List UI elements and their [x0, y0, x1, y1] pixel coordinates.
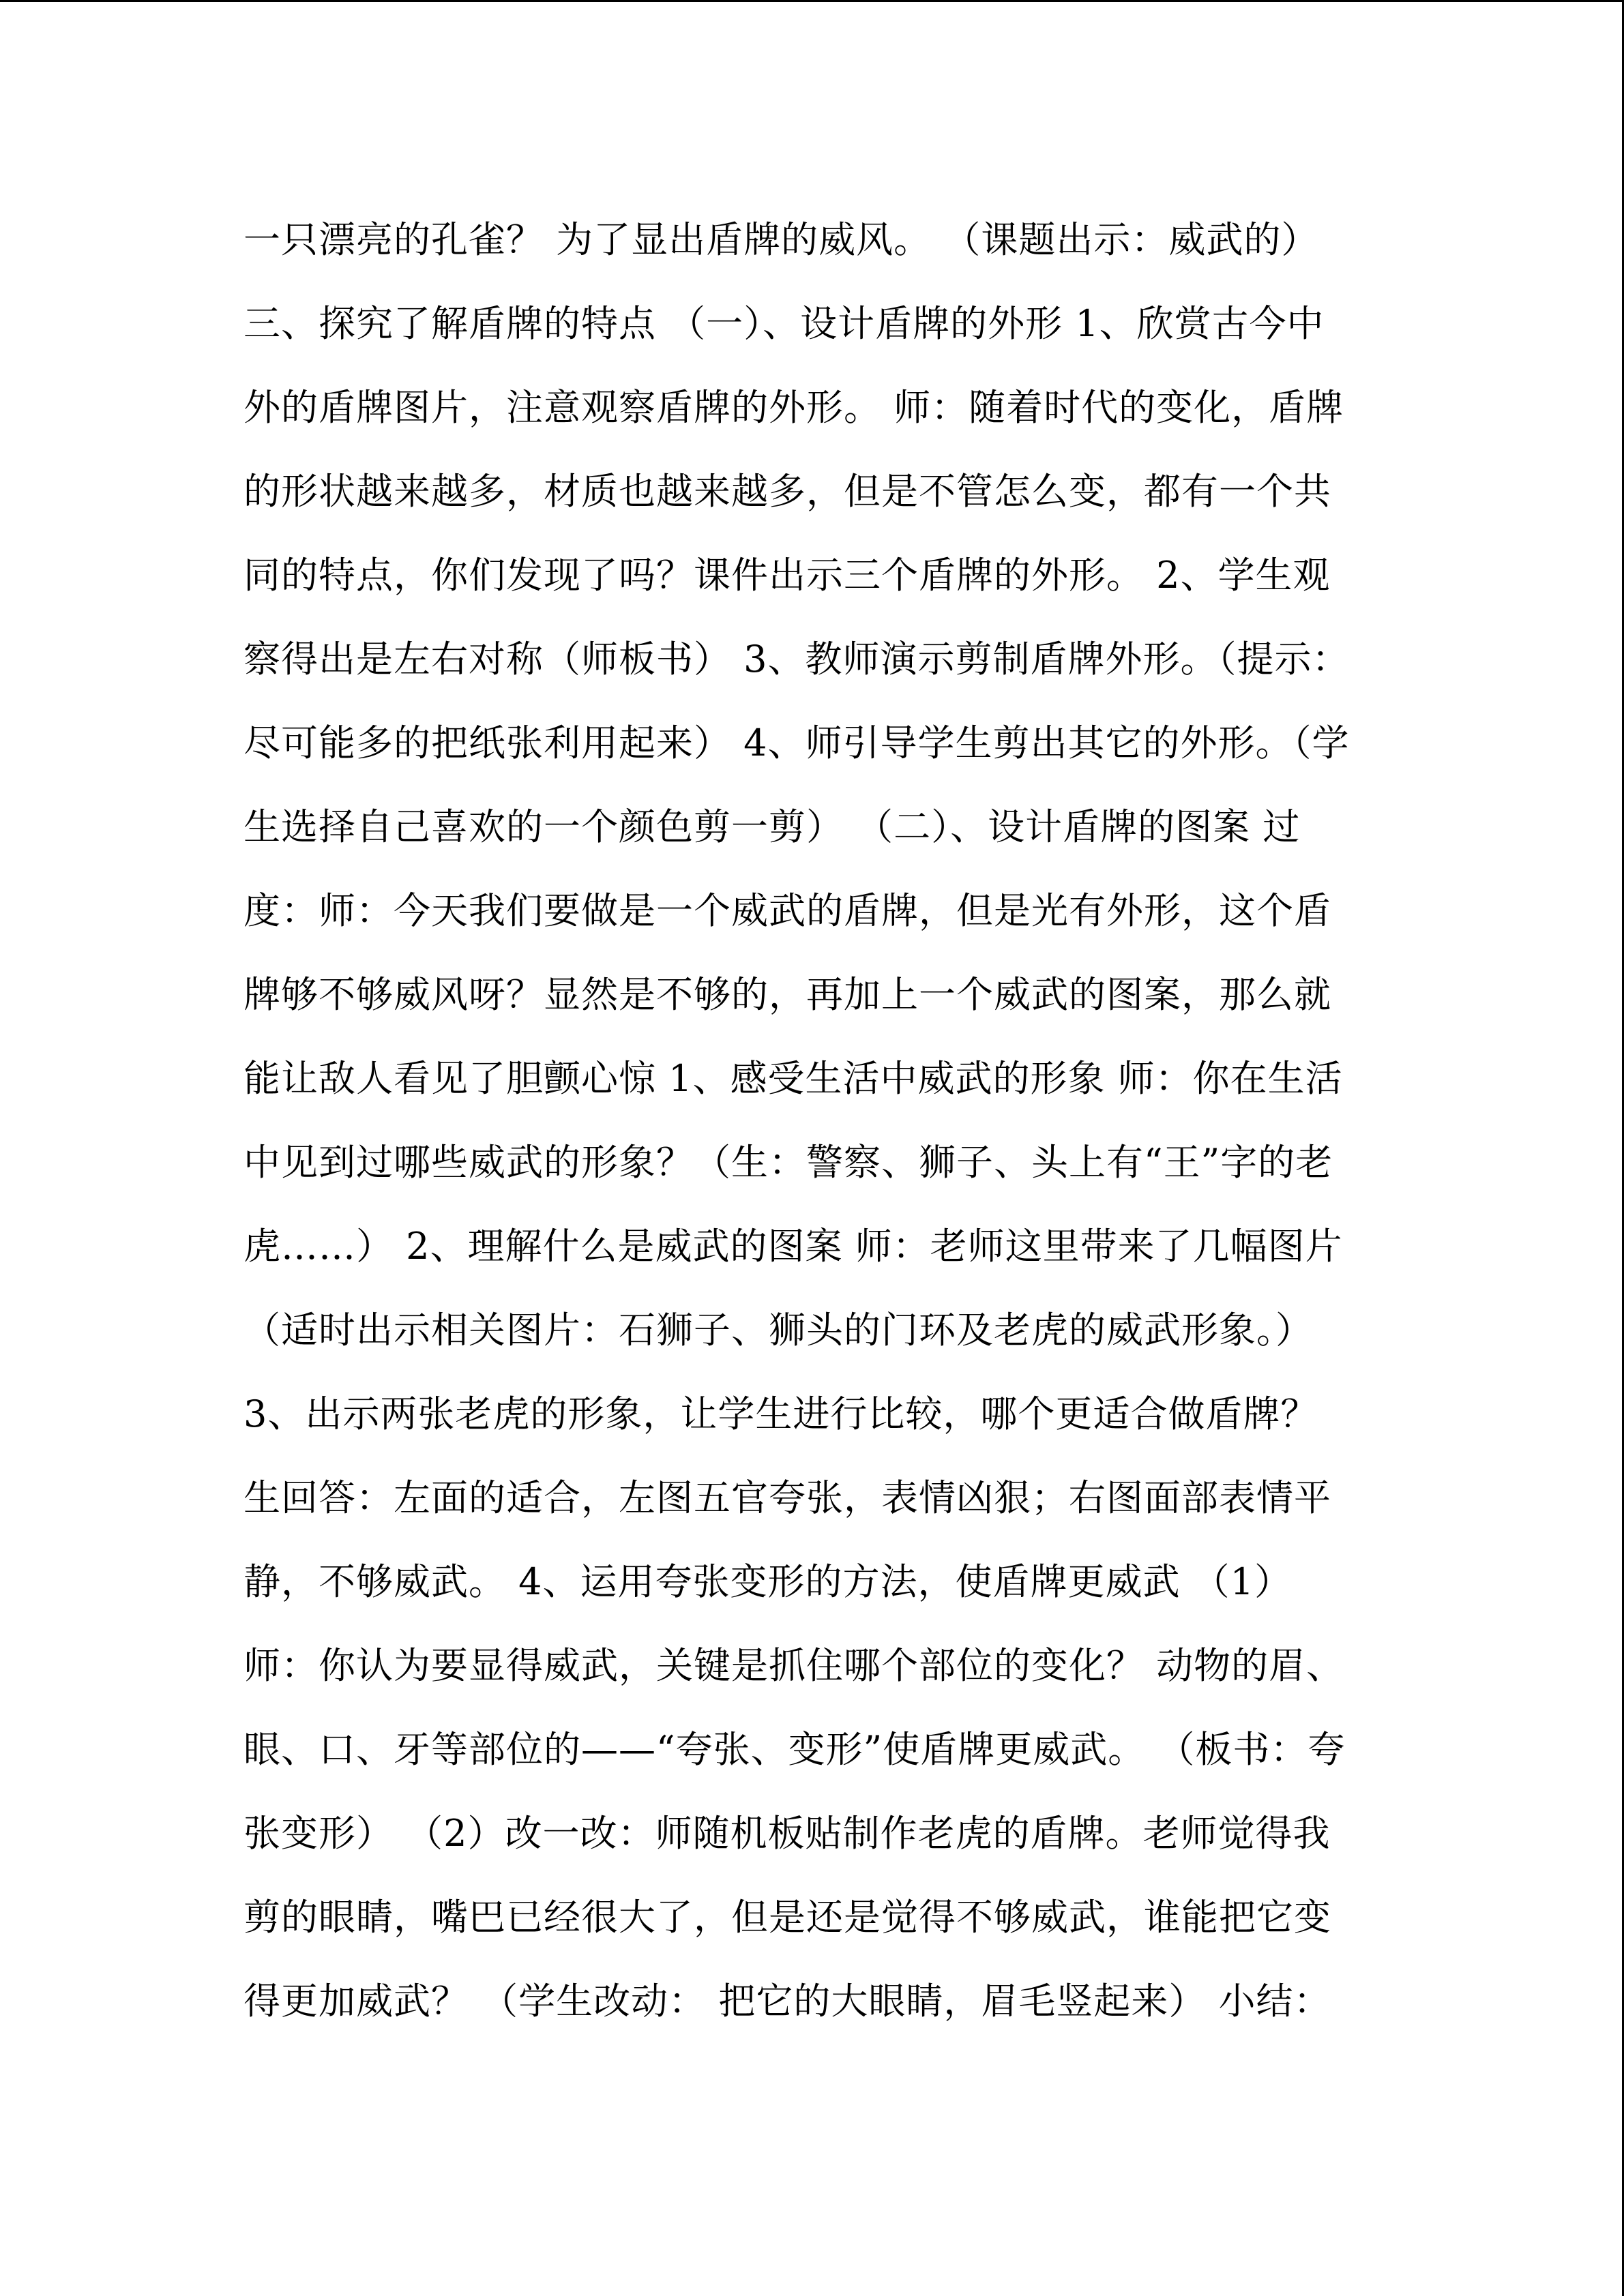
text-line: 3、出示两张老虎的形象，让学生进行比较，哪个更适合做盾牌？	[243, 1392, 1318, 1435]
text-line: 度：师：今天我们要做是一个威武的盾牌，但是光有外形，这个盾	[243, 889, 1331, 932]
text-line: 外的盾牌图片，注意观察盾牌的外形。 师：随着时代的变化，盾牌	[243, 386, 1344, 429]
text-line: 师：你认为要显得威武，关键是抓住哪个部位的变化？ 动物的眉、	[243, 1644, 1344, 1687]
text-line: 眼、口、牙等部位的——“夸张、变形”使盾牌更威武。 （板书：夸	[243, 1728, 1346, 1771]
text-line: 生选择自己喜欢的一个颜色剪一剪） （二）、设计盾牌的图案 过	[243, 805, 1301, 848]
text-line: 牌够不够威风呀？显然是不够的，再加上一个威武的图案，那么就	[243, 973, 1331, 1016]
text-line: 得更加威武？ （学生改动： 把它的大眼睛，眉毛竖起来） 小结：	[243, 1980, 1331, 2023]
text-line: 虎……） 2、理解什么是威武的图案 师：老师这里带来了几幅图片	[243, 1225, 1343, 1268]
text-line: 生回答：左面的适合，左图五官夸张，表情凶狠；右图面部表情平	[243, 1476, 1331, 1519]
text-line: 能让敌人看见了胆颤心惊 1、感受生活中威武的形象 师：你在生活	[243, 1057, 1343, 1100]
text-line: 尽可能多的把纸张利用起来） 4、师引导学生剪出其它的外形。（学	[243, 721, 1350, 764]
text-line: 一只漂亮的孔雀？ 为了显出盾牌的威风。 （课题出示：威武的）	[243, 218, 1319, 261]
text-line: 三、探究了解盾牌的特点 （一）、设计盾牌的外形 1、欣赏古今中	[243, 302, 1325, 345]
text-line: 同的特点，你们发现了吗？课件出示三个盾牌的外形。 2、学生观	[243, 554, 1331, 597]
text-line: 的形状越来越多，材质也越来越多，但是不管怎么变，都有一个共	[243, 470, 1331, 513]
text-line: 张变形） （2）改一改：师随机板贴制作老虎的盾牌。老师觉得我	[243, 1812, 1331, 1855]
text-line: 中见到过哪些威武的形象？（生：警察、狮子、头上有“王”字的老	[243, 1141, 1333, 1184]
text-line: （适时出示相关图片：石狮子、狮头的门环及老虎的威武形象。）	[243, 1309, 1313, 1352]
text-line: 察得出是左右对称（师板书） 3、教师演示剪制盾牌外形。（提示：	[243, 638, 1350, 681]
text-line: 剪的眼睛，嘴巴已经很大了，但是还是觉得不够威武，谁能把它变	[243, 1896, 1331, 1939]
text-line: 静，不够威武。 4、运用夸张变形的方法，使盾牌更威武 （1）	[243, 1560, 1293, 1603]
